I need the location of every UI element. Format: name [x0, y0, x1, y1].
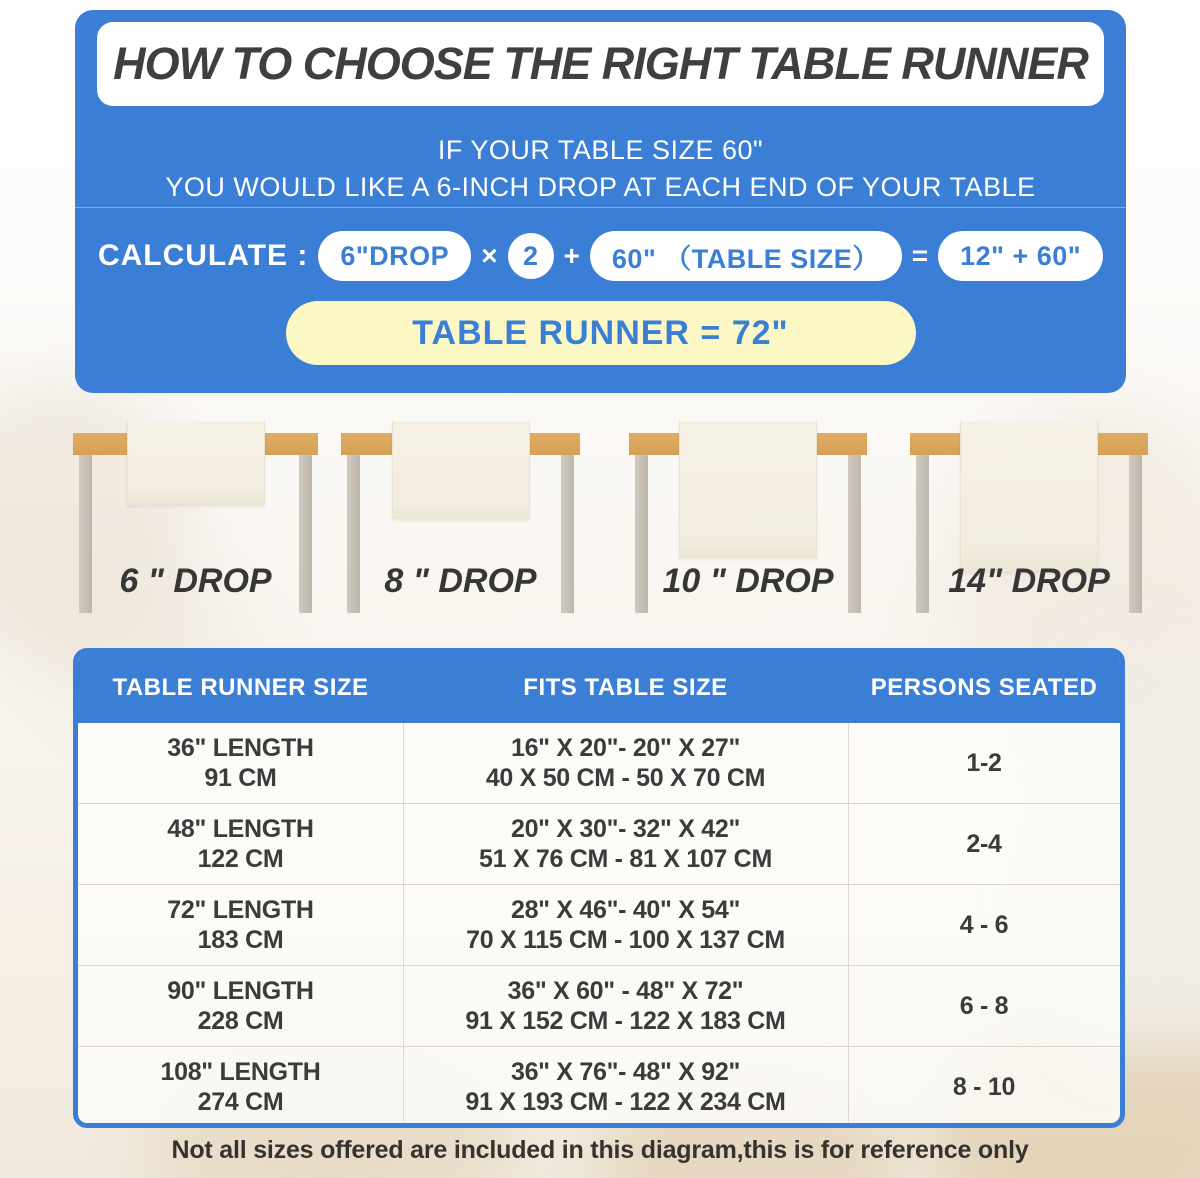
persons-cell: 4 - 6: [959, 911, 1009, 939]
table-runner-graphic: [960, 421, 1098, 572]
fits-size-cell: 20" X 30"- 32" X 42" 51 X 76 CM - 81 X 107 CM: [479, 815, 772, 873]
multiplier-badge: 2: [508, 233, 554, 279]
drop-label: 8 " DROP: [384, 562, 537, 600]
drop-label: 14" DROP: [948, 562, 1110, 600]
persons-cell: 1-2: [966, 749, 1002, 777]
column-header-runner-size: TABLE RUNNER SIZE: [112, 674, 369, 701]
runner-size-cell: 90" LENGTH 228 CM: [167, 977, 314, 1035]
table-runner-graphic: [679, 421, 817, 558]
table-row: [78, 803, 1120, 884]
drop-value-pill: 6"DROP: [318, 231, 471, 281]
drop-illustration-6: [73, 421, 318, 621]
table-row: [78, 1046, 1120, 1127]
page-title: HOW TO CHOOSE THE RIGHT TABLE RUNNER: [113, 38, 1088, 89]
subtitle-line-2: YOU WOULD LIKE A 6-INCH DROP AT EACH END OF YOUR TABLE: [165, 172, 1036, 202]
calculate-label: CALCULATE :: [97, 239, 309, 272]
fits-size-cell: 16" X 20"- 20" X 27" 40 X 50 CM - 50 X 70 CM: [485, 734, 766, 792]
disclaimer-note: Not all sizes offered are included in this diagram,this is for reference only: [171, 1136, 1029, 1164]
drop-illustration-8: [341, 421, 580, 621]
drop-illustration-14: [910, 421, 1148, 621]
persons-cell: 8 - 10: [952, 1073, 1016, 1101]
column-header-fits-table: FITS TABLE SIZE: [523, 674, 728, 701]
size-reference-table: [73, 648, 1125, 1128]
calculation-formula: [75, 231, 1126, 281]
equals-sign: =: [911, 240, 929, 271]
subtitle-line-1: IF YOUR TABLE SIZE 60": [437, 135, 764, 165]
table-row: [78, 723, 1120, 803]
instruction-panel: [75, 10, 1126, 393]
subtitle-block: [75, 132, 1126, 206]
size-table-body: [78, 723, 1120, 1127]
runner-size-cell: 48" LENGTH 122 CM: [167, 815, 314, 873]
runner-result-pill: TABLE RUNNER = 72": [286, 301, 916, 365]
title-banner: [97, 22, 1104, 106]
drop-illustration-10: [629, 421, 867, 621]
persons-cell: 2-4: [966, 830, 1002, 858]
runner-size-cell: 108" LENGTH 274 CM: [160, 1058, 321, 1116]
multiply-sign: ×: [481, 240, 498, 271]
fits-size-cell: 36" X 60" - 48" X 72" 91 X 152 CM - 122 X 183 CM: [465, 977, 786, 1035]
drop-label: 10 " DROP: [662, 562, 834, 600]
table-row: [78, 884, 1120, 965]
runner-size-cell: 72" LENGTH 183 CM: [167, 896, 314, 954]
table-runner-graphic: [127, 421, 265, 505]
fits-size-cell: 28" X 46"- 40" X 54" 70 X 115 CM - 100 X 137 CM: [466, 896, 785, 954]
table-size-pill: 60" （TABLE SIZE）: [590, 231, 902, 281]
panel-divider: [75, 207, 1126, 208]
table-runner-graphic: [392, 421, 530, 519]
fits-size-cell: 36" X 76"- 48" X 92" 91 X 193 CM - 122 X 234 CM: [465, 1058, 786, 1116]
plus-sign: +: [563, 240, 580, 271]
table-row: [78, 965, 1120, 1046]
persons-cell: 6 - 8: [959, 992, 1009, 1020]
column-header-persons: PERSONS SEATED: [870, 674, 1098, 701]
drop-label: 6 " DROP: [119, 562, 272, 600]
sum-pill: 12" + 60": [938, 231, 1103, 281]
runner-size-cell: 36" LENGTH 91 CM: [167, 734, 314, 792]
size-table-header-row: [78, 653, 1120, 723]
